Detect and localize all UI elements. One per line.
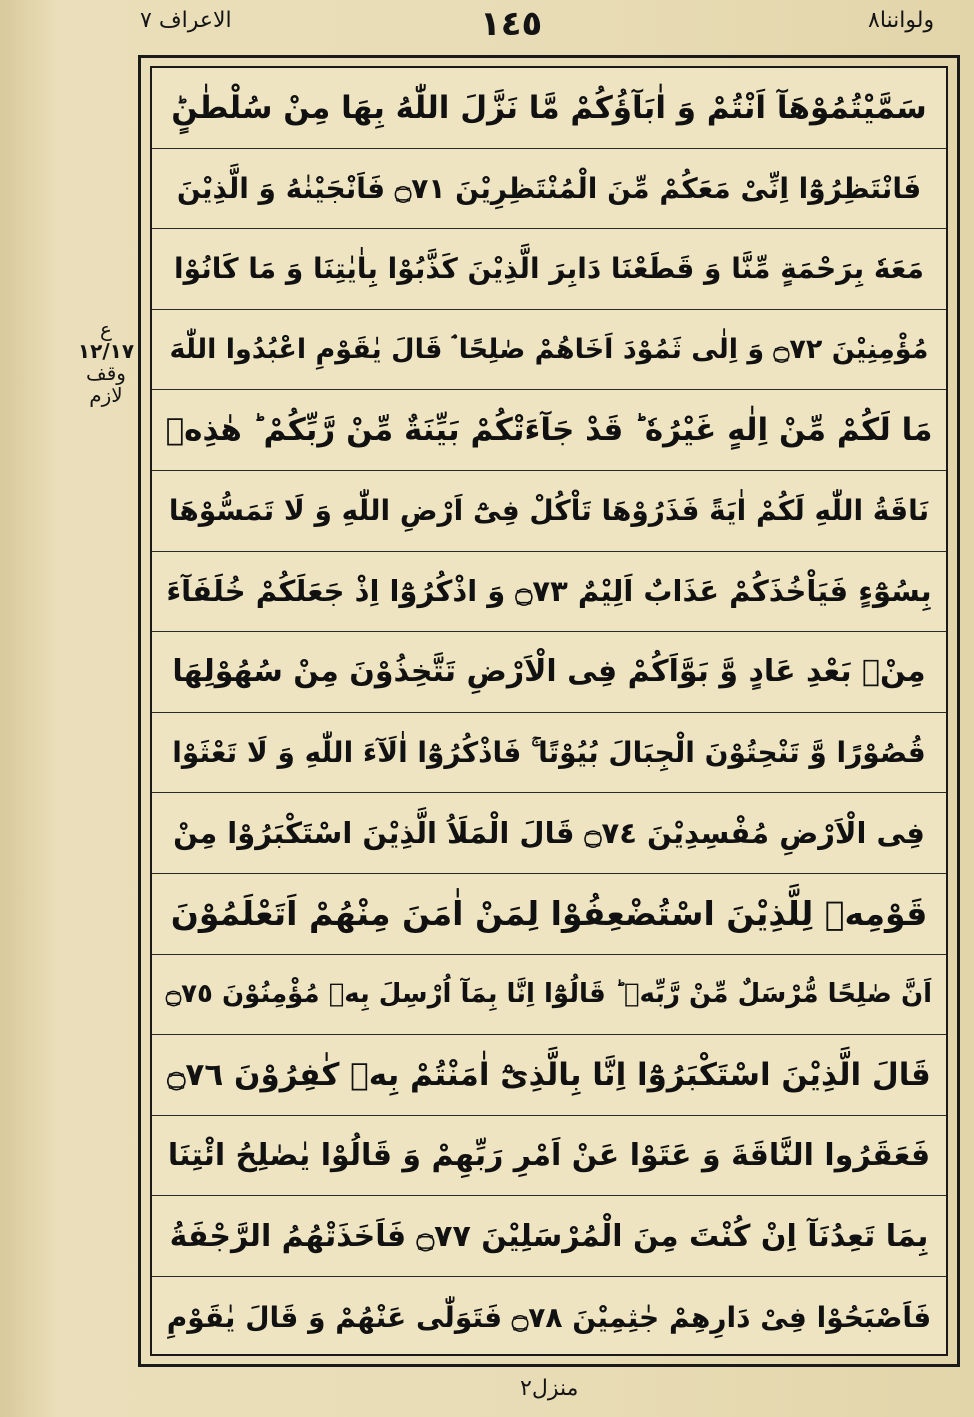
ruku-margin-note xyxy=(76,318,136,406)
text-line xyxy=(152,955,946,1036)
page-number: ١٤٥ xyxy=(480,4,543,44)
text-line xyxy=(152,713,946,794)
line-text: بِسُوْٓءٍ فَیَاْخُذَكُمْ عَذَابٌ اَلِیْمٌ ۝٧٣ وَ اذْكُرُوْٓا اِذْ جَعَلَكُمْ خُلَفَآءَ xyxy=(166,574,932,609)
line-text: نَاقَةُ اللّٰهِ لَكُمْ اٰیَةً فَذَرُوْهَا تَاْكُلْ فِیْٓ اَرْضِ اللّٰهِ وَ لَا تَمَسُّوْهَا xyxy=(168,494,930,528)
text-line xyxy=(152,149,946,230)
text-line xyxy=(152,471,946,552)
text-line xyxy=(152,1196,946,1277)
text-line xyxy=(152,390,946,471)
text-frame xyxy=(150,66,948,1356)
text-line xyxy=(152,552,946,633)
line-text: قَوْمِهٖ لِلَّذِیْنَ اسْتُضْعِفُوْا لِمَنْ اٰمَنَ مِنْهُمْ اَتَعْلَمُوْنَ xyxy=(170,894,928,934)
line-text: فَانْتَظِرُوْٓا اِنِّیْ مَعَكُمْ مِّنَ الْمُنْتَظِرِیْنَ ۝٧١ فَاَنْجَیْنٰهُ وَ الَّذِیْنَ xyxy=(176,171,922,205)
waqf-note: وقف لازم xyxy=(86,361,126,407)
text-line xyxy=(152,874,946,955)
text-line xyxy=(152,1035,946,1116)
manzil-footer: منزل٢ xyxy=(520,1376,579,1401)
line-text: مُؤْمِنِیْنَ ۝٧٢ وَ اِلٰى ثَمُوْدَ اَخَاهُمْ صٰلِحًا ۘ قَالَ یٰقَوْمِ اعْبُدُوا اللّٰهَ xyxy=(169,333,929,365)
text-line xyxy=(152,310,946,391)
line-text: قُصُوْرًا وَّ تَنْحِتُوْنَ الْجِبَالَ بُیُوْتًا ۚ فَاذْكُرُوْٓا اٰلَآءَ اللّٰهِ وَ لَا تَعْثَوْا xyxy=(172,735,926,769)
line-text: مِنْۢ بَعْدِ عَادٍ وَّ بَوَّاَكُمْ فِی الْاَرْضِ تَتَّخِذُوْنَ مِنْ سُهُوْلِهَا xyxy=(172,654,926,690)
line-text: فَاَصْبَحُوْا فِیْ دَارِهِمْ جٰثِمِیْنَ ۝٧٨ فَتَوَلّٰى عَنْهُمْ وَ قَالَ یٰقَوْمِ xyxy=(166,1300,932,1334)
line-text: بِمَا تَعِدُنَآ اِنْ كُنْتَ مِنَ الْمُرْسَلِیْنَ ۝٧٧ فَاَخَذَتْهُمُ الرَّجْفَةُ xyxy=(169,1218,929,1254)
line-text: مَعَهٗ بِرَحْمَةٍ مِّنَّا وَ قَطَعْنَا دَابِرَ الَّذِیْنَ كَذَّبُوْا بِاٰیٰتِنَا وَ مَا كَانُوْا xyxy=(174,252,924,286)
line-text: فِی الْاَرْضِ مُفْسِدِیْنَ ۝٧٤ قَالَ الْمَلَاُ الَّذِیْنَ اسْتَكْبَرُوْا مِنْ xyxy=(173,816,925,851)
ruku-count: ١٢/١٧ xyxy=(77,339,135,363)
line-text: قَالَ الَّذِیْنَ اسْتَكْبَرُوْٓا اِنَّا بِالَّذِیْٓ اٰمَنْتُمْ بِهٖ كٰفِرُوْنَ ۝٧٦ xyxy=(167,1056,931,1093)
text-line xyxy=(152,229,946,310)
ruku-marker: ع xyxy=(100,317,112,341)
surah-name-header: الاعراف ٧ xyxy=(140,8,232,33)
line-text: مَا لَكُمْ مِّنْ اِلٰهٍ غَیْرُهٗ ؕ قَدْ جَآءَتْكُمْ بَیِّنَةٌ مِّنْ رَّبِّكُمْ ؕ هٰذِهٖ xyxy=(165,412,933,449)
line-text: سَمَّيْتُمُوْهَآ اَنْتُمْ وَ اٰبَآؤُكُمْ مَّا نَزَّلَ اللّٰهُ بِهَا مِنْ سُلْطٰنٍؕ xyxy=(171,89,927,126)
text-line xyxy=(152,1277,946,1358)
line-text: اَنَّ صٰلِحًا مُّرْسَلٌ مِّنْ رَّبِّهٖ ؕ قَالُوْٓا اِنَّا بِمَآ اُرْسِلَ بِهٖ مُؤْمِنُوْنَ ۝٧٥ xyxy=(165,979,933,1010)
juz-name-header: ولواننا٨ xyxy=(868,8,935,33)
line-text: فَعَقَرُوا النَّاقَةَ وَ عَتَوْا عَنْ اَمْرِ رَبِّهِمْ وَ قَالُوْا یٰصٰلِحُ ائْتِنَا xyxy=(167,1138,931,1174)
text-line xyxy=(152,68,946,149)
text-line xyxy=(152,632,946,713)
text-line xyxy=(152,793,946,874)
text-line xyxy=(152,1116,946,1197)
